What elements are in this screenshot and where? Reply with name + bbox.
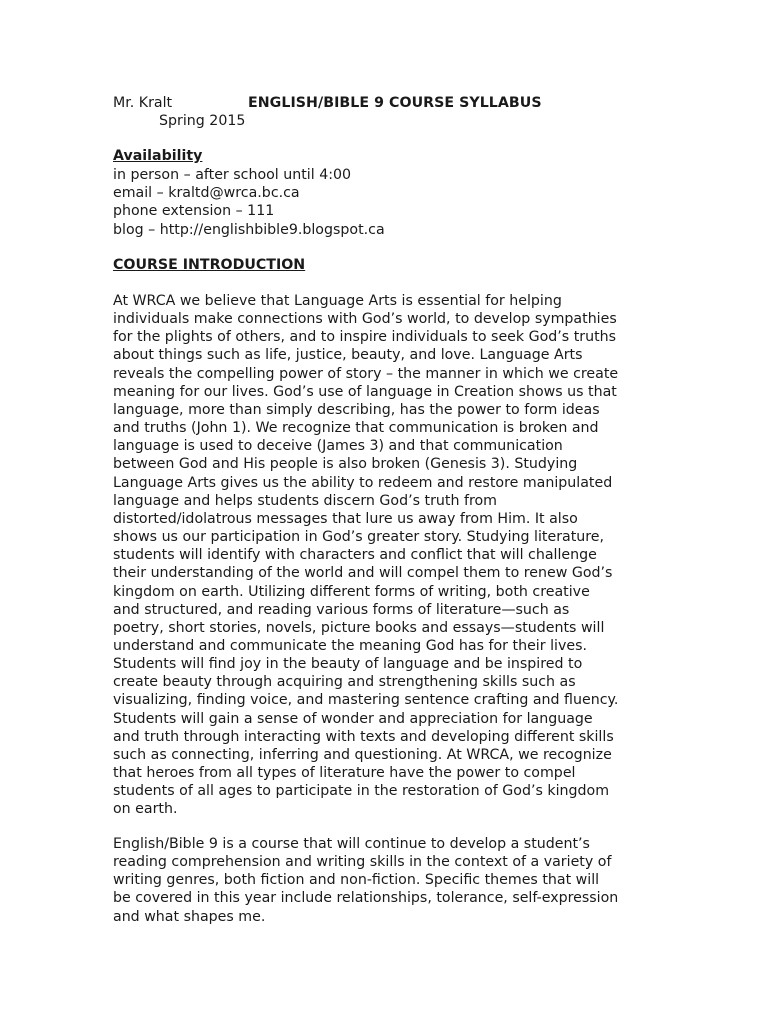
course-introduction-heading: COURSE INTRODUCTION: [113, 257, 306, 273]
paragraph-line: Students will find joy in the beauty of language and be inspired to: [113, 656, 583, 673]
paragraph-line: students will identify with characters and conflict that will challenge: [113, 547, 597, 564]
intro-paragraph-1: [113, 292, 658, 819]
paragraph-line: poetry, short stories, novels, picture books and essays—students will: [113, 619, 605, 636]
paragraph-line: writing genres, both fiction and non-fiction. Specific themes that will: [113, 872, 600, 889]
teacher-name: Mr. Kralt: [113, 95, 173, 111]
availability-heading: Availability: [113, 148, 203, 164]
paragraph-line: kingdom on earth. Utilizing different forms of writing, both creative: [113, 583, 590, 600]
paragraph-line: for the plights of others, and to inspire individuals to seek God’s truths: [113, 329, 617, 346]
paragraph-line: meaning for our lives. God’s use of language in Creation shows us that: [113, 383, 617, 400]
paragraph-line: and truth through interacting with texts and developing different skills: [113, 728, 614, 745]
paragraph-line: Students will gain a sense of wonder and appreciation for language: [113, 710, 593, 727]
paragraph-line: and truths (John 1). We recognize that communication is broken and: [113, 420, 599, 437]
paragraph-line: and what shapes me.: [113, 908, 266, 925]
paragraph-line: language, more than simply describing, has the power to form ideas: [113, 401, 600, 418]
paragraph-line: distorted/idolatrous messages that lure us away from Him. It also: [113, 510, 578, 527]
paragraph-line: shows us our participation in God’s greater story. Studying literature,: [113, 529, 605, 546]
paragraph-line: language is used to deceive (James 3) and that communication: [113, 438, 563, 455]
paragraph-line: between God and His people is also broken (Genesis 3). Studying: [113, 456, 578, 473]
paragraph-line: be covered in this year include relationships, tolerance, self-expression: [113, 890, 619, 907]
paragraph-line: their understanding of the world and will compel them to renew God’s: [113, 565, 613, 582]
paragraph-line: reading comprehension and writing skills in the context of a variety of: [113, 854, 612, 871]
paragraph-line: English/Bible 9 is a course that will continue to develop a student’s: [113, 836, 590, 852]
paragraph-line: Language Arts gives us the ability to redeem and restore manipulated: [113, 474, 613, 491]
availability-item-email: email – kraltd@wrca.bc.ca: [113, 185, 300, 202]
paragraph-line: reveals the compelling power of story – the manner in which we create: [113, 365, 619, 382]
document-title: ENGLISH/BIBLE 9 COURSE SYLLABUS: [248, 95, 542, 111]
paragraph-line: about things such as life, justice, beauty, and love. Language Arts: [113, 347, 583, 364]
paragraph-line: such as connecting, inferring and questioning. At WRCA, we recognize: [113, 746, 612, 763]
paragraph-line: understand and communicate the meaning God has for their lives.: [113, 637, 587, 654]
paragraph-line: individuals make connections with God’s world, to develop sympathies: [113, 311, 617, 328]
paragraph-line: create beauty through acquiring and strengthening skills such as: [113, 674, 576, 691]
term-label: Spring 2015: [159, 113, 246, 129]
paragraph-line: students of all ages to participate in the restoration of God’s kingdom: [113, 783, 610, 800]
paragraph-line: on earth.: [113, 801, 178, 818]
paragraph-line: language and helps students discern God’s truth from: [113, 492, 497, 509]
intro-paragraph-2: [113, 835, 658, 926]
availability-item-blog: blog – http://englishbible9.blogspot.ca: [113, 221, 385, 238]
paragraph-line: visualizing, finding voice, and mastering sentence crafting and fluency.: [113, 692, 619, 709]
availability-item-phone: phone extension – 111: [113, 203, 275, 220]
paragraph-line: that heroes from all types of literature have the power to compel: [113, 765, 576, 782]
availability-item-in-person: in person – after school until 4:00: [113, 167, 352, 183]
paragraph-line: At WRCA we believe that Language Arts is essential for helping: [113, 293, 562, 309]
availability-list: [113, 166, 385, 239]
paragraph-line: and structured, and reading various forms of literature—such as: [113, 601, 570, 618]
